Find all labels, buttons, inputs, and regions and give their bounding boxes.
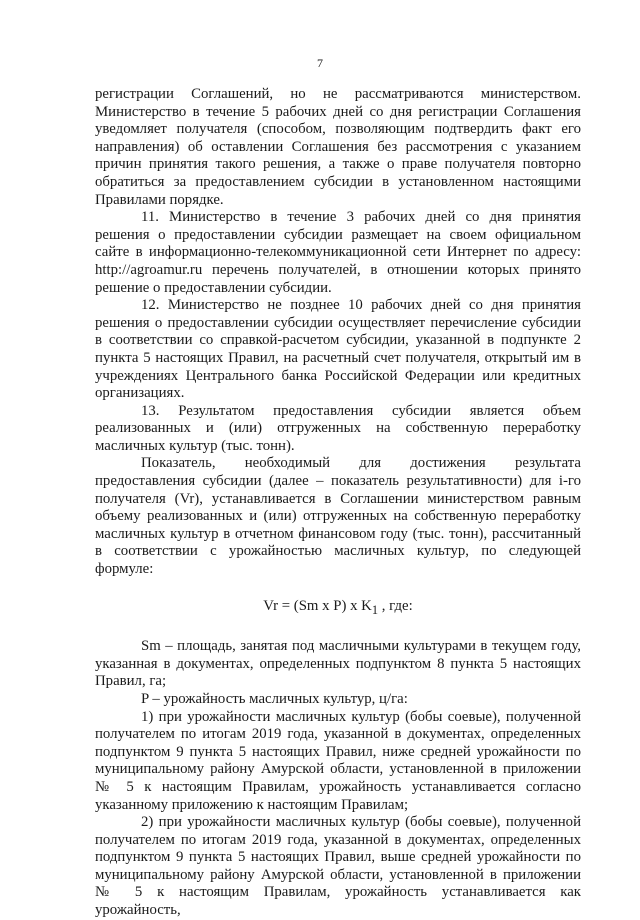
paragraph-sm-definition: Sm – площадь, занятая под масличными культурами в текущем году, указанная в документах, определенных подпунктом 8 пункта 5 настоящих Правил, га; [95, 638, 581, 690]
paragraph-p-definition: P – урожайность масличных культур, ц/га: [141, 690, 408, 707]
formula-main: Vr = (Sm x P) x K [263, 597, 372, 614]
formula-suffix: , где: [378, 597, 413, 614]
paragraph-12: 12. Министерство не позднее 10 рабочих дней со дня принятия решения о предоставлении субсидии осуществляет перечисление субсидии в соответствии со справкой-расчетом субсидии, указанной в подпункте 2 пункта 5 настоящих Правил, на расчетный счет получателя, открытый им в учреждениях Центрального банка Российской Федерации или кредитных организациях. [95, 297, 581, 402]
paragraph-continuation: регистрации Соглашений, но не рассматриваются министерством. Министерство в течение 5 рабочих дней со дня регистрации Соглашения уведомляет получателя (способом, позволяющим подтвердить факт его направления) об оставлении Соглашения без рассмотрения с указанием причин принятия такого решения, а также о праве получателя повторно обратиться за предоставлением субсидии в установленном настоящими Правилами порядке. [95, 86, 581, 208]
formula-subscript: 1 [371, 602, 379, 617]
paragraph-indicator: Показатель, необходимый для достижения результата предоставления субсидии (далее – показатель результативности) для i-го получателя (Vr), устанавливается в Соглашении министерством равным объему реализованных и (или) отгруженных на собственную переработку масличных культур в отчетном финансовом году (тыс. тонн), рассчитанный в соответствии с урожайностью масличных культур, по следующей формуле: [95, 455, 581, 578]
paragraph-item-1: 1) при урожайности масличных культур (бобы соевые), полученной получателем по итогам 2019 года, указанной в документах, определенных подпунктом 9 пункта 5 настоящих Правил, ниже средней урожайности по муниципальному району Амурской области, установленной в приложении № 5 к настоящим Правилам, урожайность устанавливается согласно указанному приложению к настоящим Правилам; [95, 708, 581, 813]
formula [95, 598, 581, 620]
document-body [95, 86, 581, 920]
page-number: 7 [317, 56, 323, 70]
paragraph-item-2: 2) при урожайности масличных культур (бобы соевые), полученной получателем по итогам 2019 года, указанной в документах, определенных подпунктом 9 пункта 5 настоящих Правил, выше средней урожайности по муниципальному району Амурской области, установленной в приложении № 5 к настоящим Правилам, урожайность устанавливается как урожайность, [95, 814, 581, 919]
paragraph-11: 11. Министерство в течение 3 рабочих дней со дня принятия решения о предоставлении субсидии размещает на своем официальном сайте в информационно-телекоммуникационной сети Интернет по адресу: http://agroamur.ru перечень получателей, в отношении которых принято решение о предоставлении субсидии. [95, 209, 581, 296]
paragraph-13: 13. Результатом предоставления субсидии является объем реализованных и (или) отгруженных на собственную переработку масличных культур (тыс. тонн). [95, 402, 581, 454]
